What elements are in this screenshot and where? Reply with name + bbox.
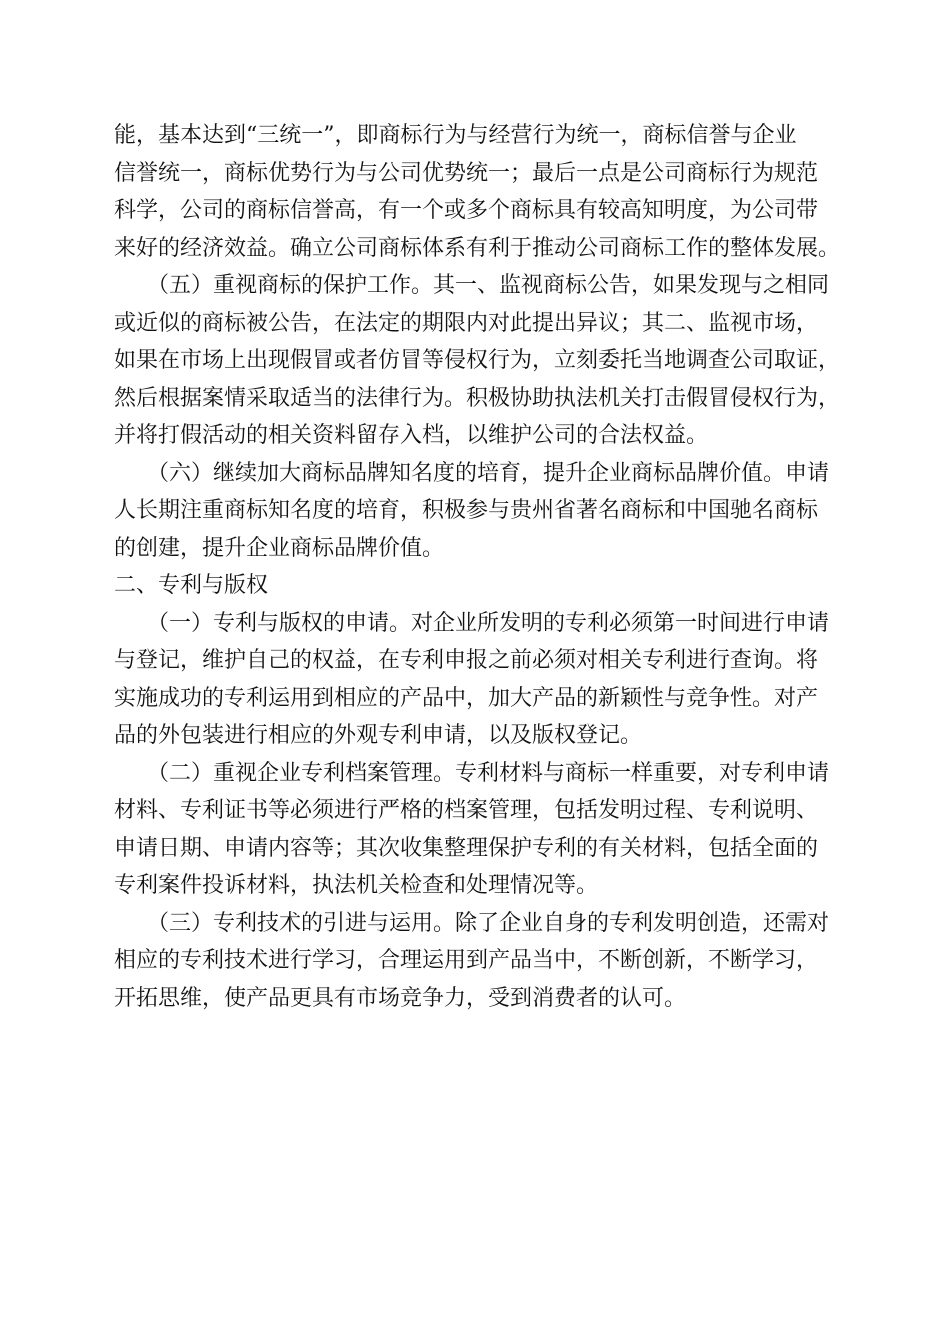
paragraph-line: （六）继续加大商标品牌知名度的培育，提升企业商标品牌价值。申请 bbox=[147, 460, 830, 486]
paragraph-line: 来好的经济效益。确立公司商标体系有利于推动公司商标工作的整体发展。 bbox=[114, 235, 841, 261]
paragraph-line: 的创建，提升企业商标品牌价值。 bbox=[114, 535, 445, 561]
paragraph-line: 材料、专利证书等必须进行严格的档案管理，包括发明过程、专利说明、 bbox=[114, 798, 819, 823]
paragraph-line: 如果在市场上出现假冒或者仿冒等侵权行为，立刻委托当地调查公司取证， bbox=[114, 348, 841, 373]
paragraph bbox=[114, 455, 844, 568]
paragraph-line: 人长期注重商标知名度的培育，积极参与贵州省著名商标和中国驰名商标 bbox=[114, 498, 819, 523]
heading-text: 二、专利与版权 bbox=[114, 573, 269, 598]
document-body bbox=[114, 117, 844, 1017]
paragraph-line: （三）专利技术的引进与运用。除了企业自身的专利发明创造，还需对 bbox=[147, 910, 830, 936]
paragraph-line: 能，基本达到“三统一”，即商标行为与经营行为统一，商标信誉与企业 bbox=[114, 123, 797, 148]
paragraph-line: 专利案件投诉材料，执法机关检查和处理情况等。 bbox=[114, 873, 599, 898]
paragraph-line: （二）重视企业专利档案管理。专利材料与商标一样重要，对专利申请 bbox=[147, 760, 830, 786]
paragraph bbox=[114, 267, 844, 455]
paragraph-line: 然后根据案情采取适当的法律行为。积极协助执法机关打击假冒侵权行为， bbox=[114, 385, 841, 411]
paragraph-line: 或近似的商标被公告，在法定的期限内对此提出异议；其二、监视市场， bbox=[114, 310, 819, 336]
paragraph bbox=[114, 117, 844, 267]
paragraph-line: 相应的专利技术进行学习，合理运用到产品当中，不断创新，不断学习， bbox=[114, 948, 819, 973]
paragraph-line: 申请日期、申请内容等；其次收集整理保护专利的有关材料，包括全面的 bbox=[114, 835, 819, 861]
paragraph-line: 品的外包装进行相应的外观专利申请，以及版权登记。 bbox=[114, 723, 643, 748]
paragraph-line: 实施成功的专利运用到相应的产品中，加大产品的新颖性与竞争性。对产 bbox=[114, 685, 819, 711]
paragraph-line: 并将打假活动的相关资料留存入档，以维护公司的合法权益。 bbox=[114, 423, 709, 448]
paragraph-line: 开拓思维，使产品更具有市场竞争力，受到消费者的认可。 bbox=[114, 985, 687, 1011]
paragraph bbox=[114, 605, 844, 755]
paragraph-line: 与登记，维护自己的权益，在专利申报之前必须对相关专利进行查询。将 bbox=[114, 648, 819, 673]
section-heading bbox=[114, 567, 844, 605]
paragraph-line: （五）重视商标的保护工作。其一、监视商标公告，如果发现与之相同 bbox=[147, 273, 830, 298]
paragraph-line: 科学，公司的商标信誉高，有一个或多个商标具有较高知明度，为公司带 bbox=[114, 198, 819, 223]
paragraph-line: （一）专利与版权的申请。对企业所发明的专利必须第一时间进行申请 bbox=[147, 610, 830, 636]
paragraph-line: 信誉统一，商标优势行为与公司优势统一；最后一点是公司商标行为规范 bbox=[114, 160, 819, 186]
paragraph bbox=[114, 755, 844, 905]
paragraph bbox=[114, 905, 844, 1018]
